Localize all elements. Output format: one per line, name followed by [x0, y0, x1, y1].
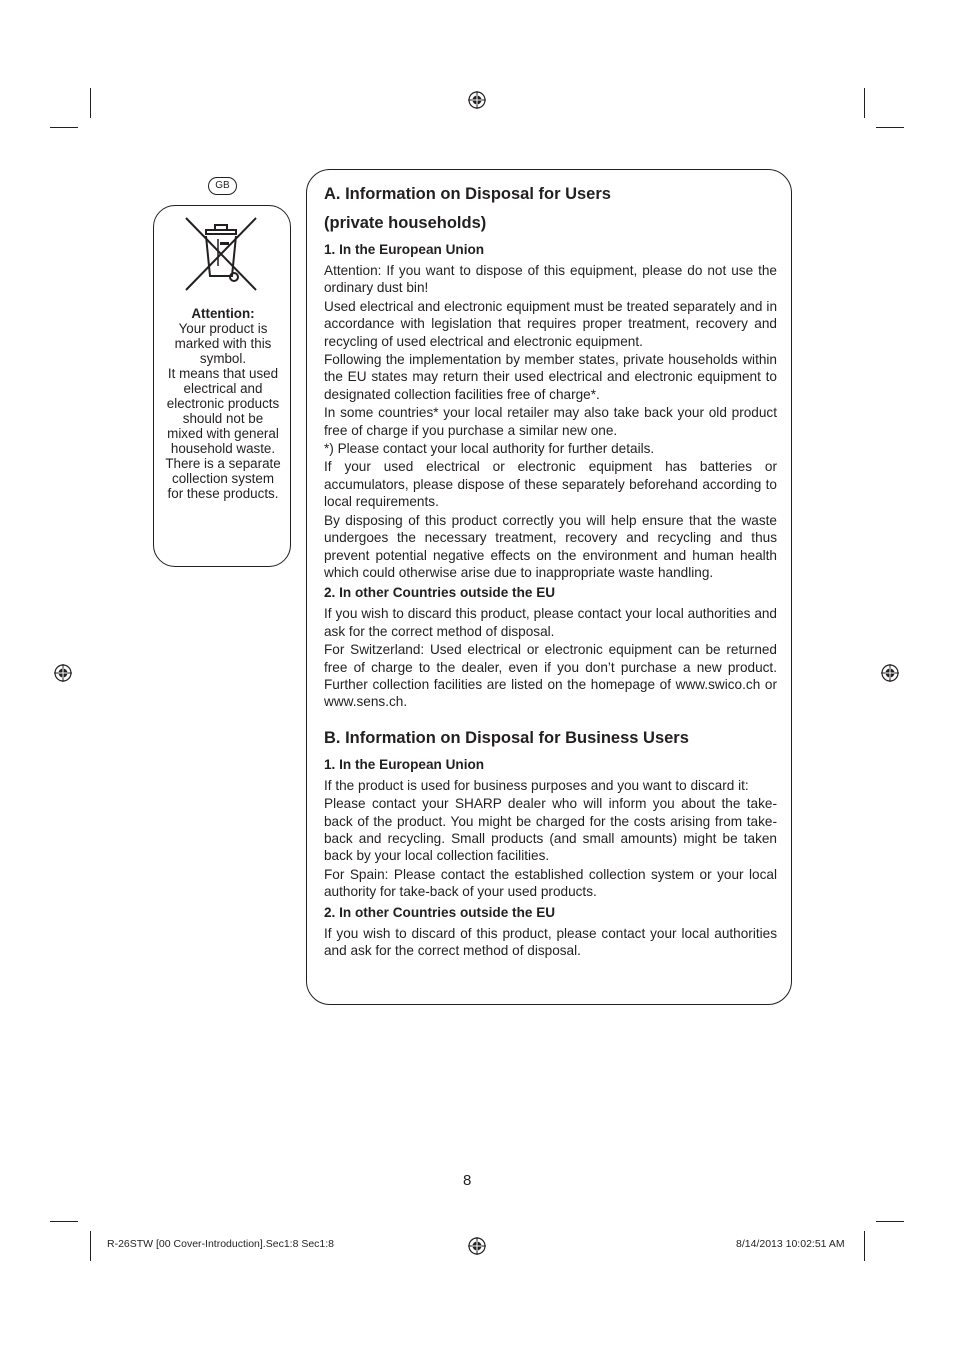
notice-line: electrical and — [183, 381, 263, 396]
paragraph: Please contact your SHARP dealer who will inform you about the take-back of the product. You might be charged for the costs arising from take-back and recycling. Small products (and small amounts) might be taken back by your local collection facilities. — [324, 796, 777, 864]
section-a-title: (private households) — [324, 214, 487, 232]
notice-line: for these products. — [167, 486, 279, 501]
notice-line: symbol. — [199, 351, 247, 366]
section-b-title: B. Information on Disposal for Business Users — [324, 728, 689, 747]
language-badge: GB — [208, 177, 237, 195]
paragraph: For Spain: Please contact the established collection system or your local authority for take-back of your used products. — [324, 866, 777, 900]
section-a-title: A. Information on Disposal for Users — [324, 185, 611, 203]
registration-mark-icon — [468, 91, 486, 109]
notice-line: electronic products — [166, 396, 280, 411]
notice-line: marked with this — [174, 336, 272, 351]
notice-line: should not be — [182, 411, 264, 426]
footer-timestamp: 8/14/2013 10:02:51 AM — [736, 1238, 845, 1250]
section-b-subheading-eu: 1. In the European Union — [324, 756, 485, 772]
section-a-subheading-non-eu: 2. In other Countries outside the EU — [324, 585, 556, 601]
notice-line: It means that used — [167, 366, 279, 381]
attention-label: Attention: — [191, 306, 255, 321]
notice-line: Your product is — [178, 321, 268, 336]
paragraph: *) Please contact your local authority for further details. — [324, 441, 655, 457]
paragraph: If you wish to discard this product, please contact your local authorities and ask for the correct method of disposal. — [324, 606, 777, 639]
registration-mark-icon — [54, 664, 72, 682]
paragraph: In some countries* your local retailer may also take back your old product free of charge if you purchase a similar new one. — [324, 405, 777, 438]
paragraph: Attention: If you want to dispose of this equipment, please do not use the ordinary dust bin! — [324, 263, 777, 296]
paragraph: Used electrical and electronic equipment must be treated separately and in accordance with legislation that requires proper treatment, recovery and recycling of used electrical and electronic equipment. — [324, 298, 777, 349]
paragraph: If your used electrical or electronic equipment has batteries or accumulators, please dispose of these separately beforehand according to local requirements. — [324, 459, 777, 510]
notice-line: household waste. — [170, 441, 276, 456]
crop-mark — [864, 88, 865, 118]
notice-line: collection system — [172, 471, 274, 486]
crop-mark — [864, 1231, 865, 1261]
crop-mark — [90, 1231, 91, 1261]
crossed-out-wheelie-bin-icon — [182, 214, 260, 294]
notice-line: mixed with general — [167, 426, 279, 441]
registration-mark-icon — [468, 1237, 486, 1255]
crop-mark — [50, 127, 78, 128]
paragraph: If you wish to discard of this product, please contact your local authorities and ask for the correct method of disposal. — [324, 925, 777, 958]
paragraph: Following the implementation by member states, private households within the EU states may return their used electrical and electronic equipment to designated collection facilities free of charge*. — [324, 352, 777, 402]
page-number: 8 — [463, 1172, 472, 1189]
footer-file-info: R-26STW [00 Cover-Introduction].Sec1:8 Sec1:8 — [107, 1238, 335, 1250]
crop-mark — [90, 88, 91, 118]
notice-line: There is a separate — [165, 456, 281, 471]
disposal-info-content — [324, 180, 777, 960]
section-b-subheading-non-eu: 2. In other Countries outside the EU — [324, 904, 556, 920]
registration-mark-icon — [881, 664, 899, 682]
weee-notice-text — [157, 306, 289, 501]
paragraph: By disposing of this product correctly you will help ensure that the waste undergoes the necessary treatment, recovery and recycling and thus prevent potential negative effects on the environment and human health which could otherwise arise due to inappropriate waste handling. — [324, 512, 777, 580]
crop-mark — [876, 1221, 904, 1222]
crop-mark — [50, 1221, 78, 1222]
section-a-subheading-eu: 1. In the European Union — [324, 242, 485, 257]
paragraph: For Switzerland: Used electrical or electronic equipment can be returned free of charge to the dealer, even if you don’t purchase a new product. Further collection facilities are listed on the homepage of www.swico.ch or www.sens.ch. — [324, 642, 777, 710]
crop-mark — [876, 127, 904, 128]
paragraph: If the product is used for business purposes and you want to discard it: — [324, 777, 749, 793]
